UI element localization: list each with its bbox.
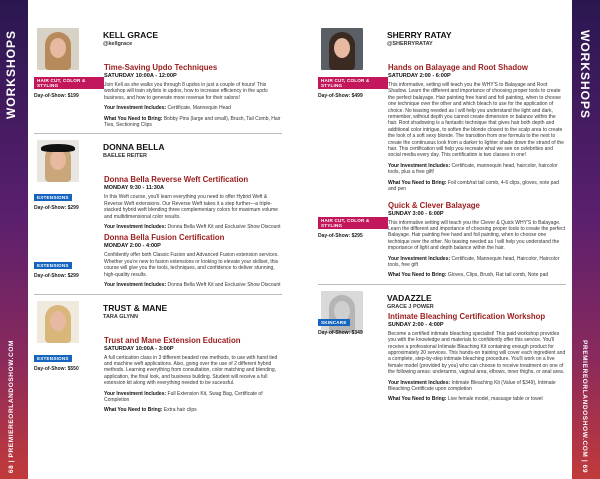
category-tag: SKINCARE xyxy=(318,319,350,326)
workshop-description: In this Weft course, you'll learn everything you need to offer Hybrid Weft & Reverse Weft extensions. Our Reverse Weft takes it a step further—a triple-stacked hybrid weft blending three complementary colors for maximum volume and multidimensional color results. xyxy=(104,194,278,220)
investment-includes: Your Investment Includes: Full Extension Kit, Swag Bag, Certificate of Completion xyxy=(104,390,263,403)
workshop-title: Hands on Balayage and Root Shadow xyxy=(388,63,528,72)
category-tag: EXTENSIONS xyxy=(34,262,72,269)
workshop-time: SUNDAY 3:00 - 6:00P xyxy=(388,210,444,217)
right-column xyxy=(318,28,566,403)
instructor-name: SHERRY RATAY xyxy=(387,30,452,40)
investment-includes: Your Investment Includes: Certificate, Mannequin Head xyxy=(104,105,231,112)
category-tag: HAIR CUT, COLOR & STYLING xyxy=(318,217,388,229)
footer-right: PREMIEREORLANDOSHOW.COM | 69 xyxy=(581,339,588,473)
divider xyxy=(34,294,282,295)
instructor-handle: @kellgrace xyxy=(103,41,133,47)
instructor-name: VADAZZLE xyxy=(387,292,432,303)
instructor-company: BAELEE REITER xyxy=(103,153,148,160)
what-to-bring: What You Need to Bring: Extra hair clips xyxy=(104,407,197,414)
day-of-show-price: Day-of-Show: $299 xyxy=(34,205,79,212)
left-sidebar xyxy=(0,0,28,479)
workshop-time: SATURDAY 10:00A - 3:00P xyxy=(104,345,174,352)
instructor-name: KELL GRACE xyxy=(103,30,159,40)
day-of-show-price: Day-of-Show: $199 xyxy=(34,93,79,99)
workshop-description: Join Kell as she walks you through 8 updos in just a couple of hours! This workshop will train stylists in updos, how to increase efficiency in the updo business, and how to generate more revenue for their salons! xyxy=(104,82,268,101)
investment-includes: Your Investment Includes: Donna Bella Weft Kit and Exclusive Show Discount xyxy=(104,224,281,231)
instructor-photo-trust-and-mane xyxy=(37,301,79,343)
what-to-bring: What You Need to Bring: Bobby Pins (large and small), Brush, Tail Comb, Hair Ties, Sectioning Clips xyxy=(104,115,281,129)
investment-includes: Your Investment Includes: Intimate Bleaching Kit (Value of $349), Intimate Bleaching Certificate upon completion xyxy=(388,379,556,392)
day-of-show-price: Day-of-Show: $499 xyxy=(318,93,363,99)
instructor-company: TARA GLYNN xyxy=(103,313,138,320)
what-to-bring: What You Need to Bring: Gloves, Clips, Brush, Rat tail comb, Note pad xyxy=(388,272,549,279)
investment-includes: Your Investment Includes: Donna Bella Weft Kit and Exclusive Show Discount xyxy=(104,282,281,289)
workshop-title: Time-Saving Updo Techniques xyxy=(104,63,218,72)
workshop-title: Donna Bella Reverse Weft Certification xyxy=(104,175,249,185)
instructor-photo-donna-bella xyxy=(37,140,79,182)
workshop-time: SATURDAY 10:00A - 12:00P xyxy=(104,73,177,79)
investment-includes: Your Investment Includes: Certificate, Mannequin head, Haircolor, Haircolor tools, free gift xyxy=(388,255,560,268)
workshop-description: A full certication class in 3 different beaded row methods, to use with hand tied and machine weft applications. Also, going over the use of 2 different hybrid methods. Learning everything from consultation, color matching and blending, application, the final look, and business building. Student will receive a full extension kit along with everything needed to be sucessful. xyxy=(104,354,278,387)
section-label-right: WORKSHOPS xyxy=(578,30,592,120)
investment-includes: Your Investment Includes: Certificate, mannequin head, haircolor, haircolor tools, plus a free gift! xyxy=(388,162,558,176)
category-tag: HAIR CUT, COLOR & STYLING xyxy=(318,77,388,89)
entry-trust-and-mane xyxy=(34,301,282,414)
what-to-bring: What You Need to Bring: Foil comb/rat tail comb, 4-6 clips, gloves, note pad and pen xyxy=(388,179,559,193)
left-column xyxy=(34,28,282,414)
instructor-name: DONNA BELLA xyxy=(103,142,165,153)
day-of-show-price: Day-of-Show: $349 xyxy=(318,329,363,336)
workshop-time: MONDAY 9:30 - 11:30A xyxy=(104,185,165,192)
workshop-description: Confidently offer both Classic Fusion and Advanced Fusion extension services. Whether you're new to fusion extensions or looking to elevate your skillset, this course will give you the tools, techniques, and confidence to deliver stunning, high-quality results. xyxy=(104,252,279,278)
category-tag: EXTENSIONS xyxy=(34,194,72,201)
workshop-title: Quick & Clever Balayage xyxy=(388,200,480,210)
day-of-show-price: Day-of-Show: $299 xyxy=(34,273,79,280)
entry-vadazzle xyxy=(318,291,566,403)
workshop-time: SATURDAY 2:00 - 6:00P xyxy=(388,73,451,79)
workshop-time: MONDAY 2:00 - 4:00P xyxy=(104,243,161,250)
instructor-handle: @SHERRYRATAY xyxy=(387,41,433,47)
entry-sherry-ratay xyxy=(318,28,566,285)
category-tag: EXTENSIONS xyxy=(34,355,72,362)
workshop-description: Become a certified intimate bleaching specialist! This paid workshop provides you with the knowledge and materials to confidently offer this service. You'll receive a professional Intimate Bleaching Kit containing enough product for approximately 20 services. This hands-on training will cover each ingredient and a complete, step-by-step intimate bleaching procedure. You'll work on a live female model (provided by you) who can choose to receive treatment on one of the following areas: underarms, vaginal area, elbows, inner thighs, or anal area. xyxy=(388,330,566,376)
divider xyxy=(34,133,282,134)
workshop-title: Donna Bella Fusion Certification xyxy=(104,233,225,243)
workshop-time: SUNDAY 2:00 - 4:00P xyxy=(388,321,444,328)
section-label-left: WORKSHOPS xyxy=(4,30,18,120)
footer-left: 68 | PREMIEREORLANDOSHOW.COM xyxy=(8,339,15,473)
entry-kell-grace xyxy=(34,28,282,134)
day-of-show-price: Day-of-Show: $550 xyxy=(34,365,79,372)
workshop-title: Intimate Bleaching Certification Workshop xyxy=(388,311,546,321)
instructor-photo-kell-grace xyxy=(37,28,79,70)
instructor-company: GRACE J POWER xyxy=(387,303,434,310)
right-sidebar xyxy=(572,0,600,479)
workshop-title: Trust and Mane Extension Education xyxy=(104,335,241,345)
workshop-description: This informative setting will teach you the Clever & Quick WHY'S to Balayage. Learn the different and importance of choosing proper tools to create the perfect Balayage. Hair painting free hand and foil painting, when to choose one technique over the other. No teasing needed as I will help you understand the importance of light and depth balance within the hair. xyxy=(388,219,565,252)
workshop-description: This informative, setting will teach you the WHY'S to Balayage and Root Shadow. Learn the different and importance of choosing proper tools to create the perfect balayage. Hair painting free hand and foil painting, when to choose one technique over the other and which bleach to use for the application of choice. No teasing needed as I will help you understand the light and dark, remember, without depth you cannot create dimension or balance within the hair. Root shadowing is a fantastic technique that gives hair both depth and additional color intrigue, to soften the blonde closest to the scalp area to create the look of a soft sexy blonde. The transition from one formula to the next to create the continuous look from a darker to lighter shade down the strand of the hair. This certification will help you recreate what we see on celebrities and social media every day. This certification is two classes in one! xyxy=(388,82,564,159)
divider xyxy=(318,284,566,285)
day-of-show-price: Day-of-Show: $295 xyxy=(318,233,363,239)
instructor-name: TRUST & MANE xyxy=(103,302,168,313)
entry-donna-bella xyxy=(34,140,282,294)
category-tag: HAIR CUT, COLOR & STYLING xyxy=(34,77,104,89)
instructor-photo-sherry-ratay xyxy=(321,28,363,70)
what-to-bring: What You Need to Bring: Live female model, massage table or towel xyxy=(388,396,543,403)
